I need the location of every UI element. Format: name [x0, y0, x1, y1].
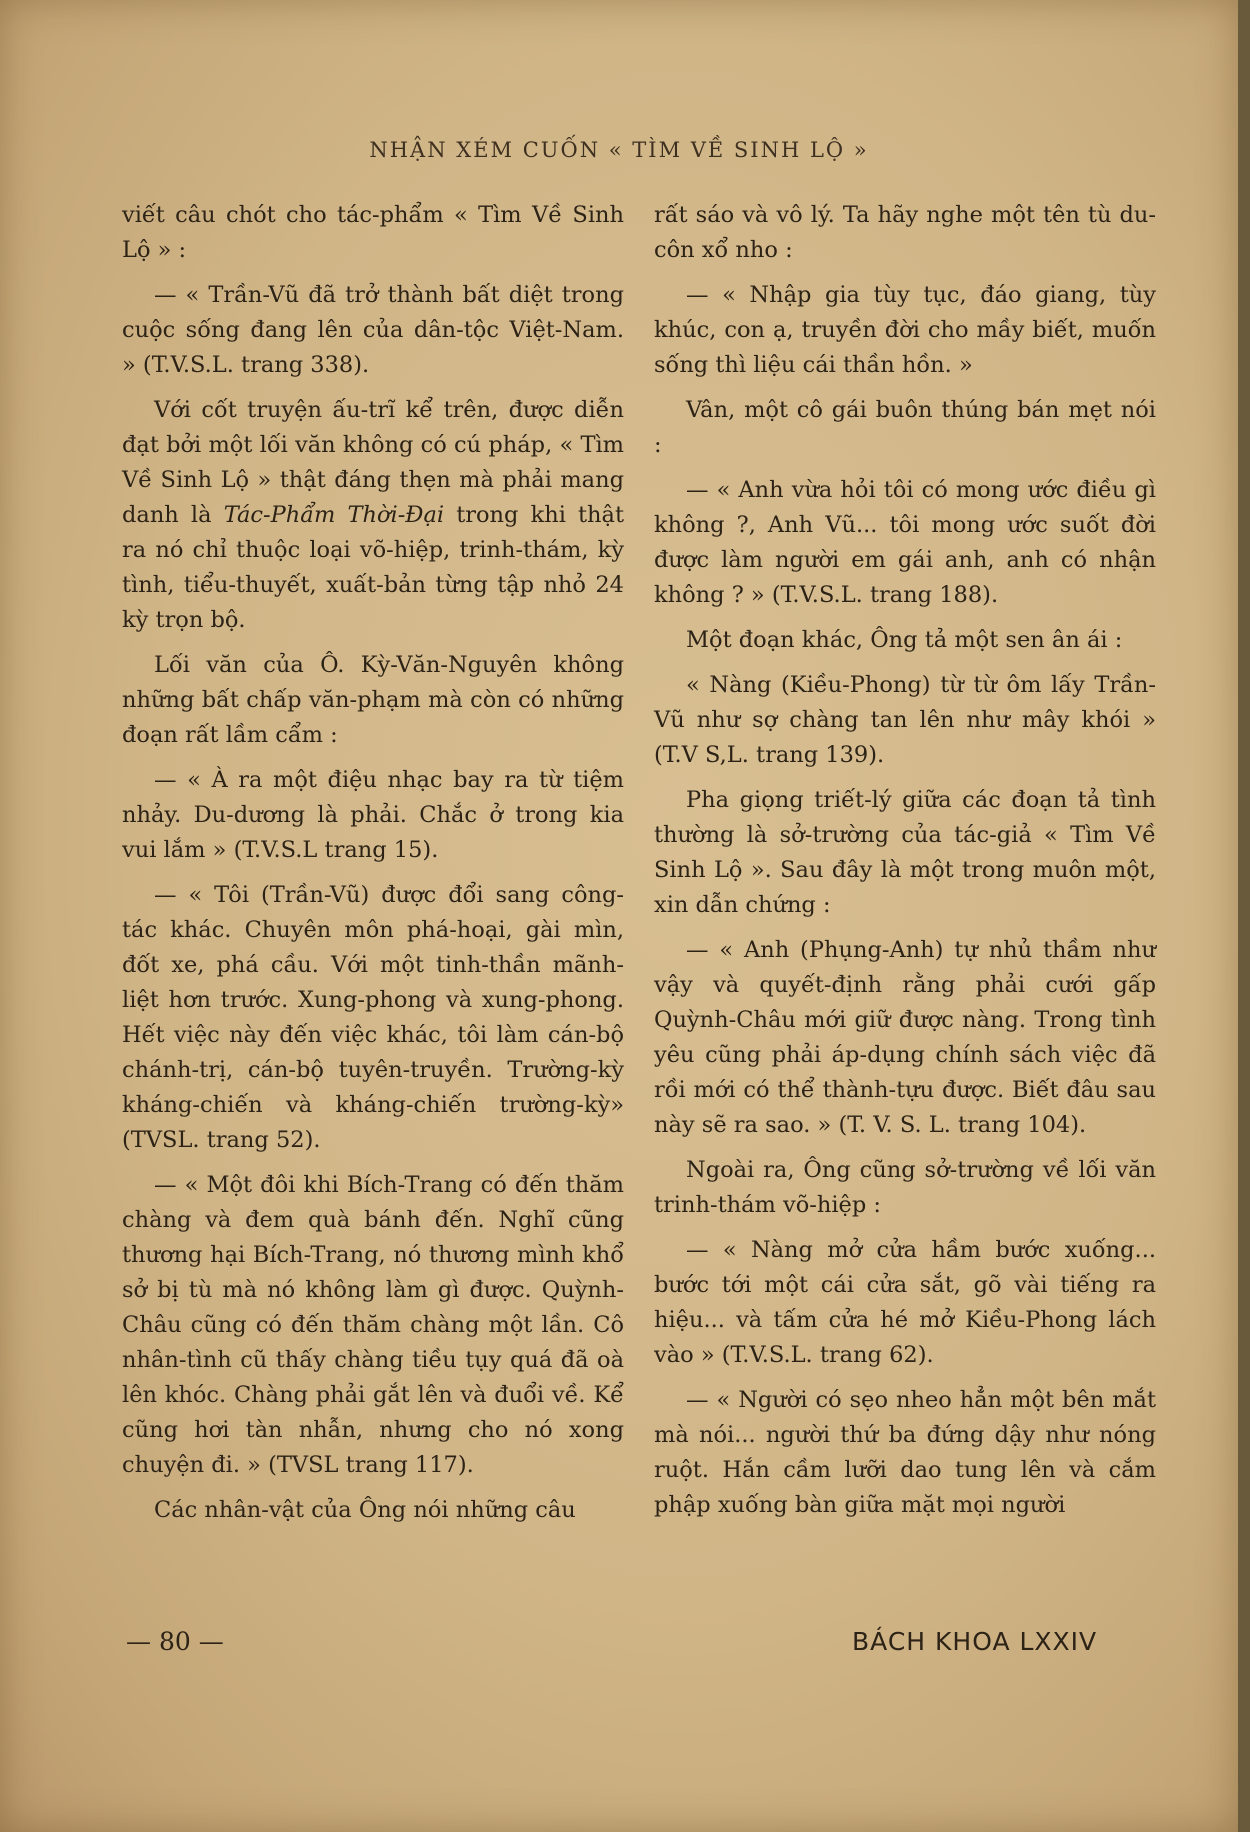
quotation: — « Trần-Vũ đã trở thành bất diệt trong cuộc sống đang lên của dân-tộc Việt-Nam. » (T.V.S.L. trang 338).: [122, 282, 624, 378]
paragraph: Pha giọng triết-lý giữa các đoạn tả tình thường là sở-trường của tác-giả « Tìm Về Sinh Lộ ». Sau đây là một trong muôn một, xin dẫn chứng :: [654, 787, 1156, 918]
paragraph: Một đoạn khác, Ông tả một sen ân ái :: [686, 627, 1123, 653]
quotation: — « Anh vừa hỏi tôi có mong ước điều gì không ?, Anh Vũ... tôi mong ước suốt đời được làm người em gái anh, anh có nhận không ? » (T.V.S.L. trang 188).: [654, 477, 1156, 608]
quotation: — « Tôi (Trần-Vũ) được đổi sang công-tác khác. Chuyên môn phá-hoại, gài mìn, đốt xe, phá cầu. Với một tinh-thần mãnh-liệt hơn trước. Xung-phong và xung-phong. Hết việc này đến việc khác, tôi làm cán-bộ chánh-trị, cán-bộ tuyên-truyền. Trường-kỳ kháng-chiến và kháng-chiến trường-kỳ» (TVSL. trang 52).: [122, 882, 624, 1153]
paragraph: Với cốt truyện ấu-trĩ kể trên, được diễn đạt bởi một lối văn không có cú pháp, « Tìm Về Sinh Lộ » thật đáng thẹn mà phải mang danh là Tác-Phẩm Thời-Đại trong khi thật ra nó chỉ thuộc loại võ-hiệp, trinh-thám, kỳ tình, tiểu-thuyết, xuất-bản từng tập nhỏ 24 kỳ trọn bộ.: [122, 397, 625, 633]
paragraph: Vân, một cô gái buôn thúng bán mẹt nói :: [654, 397, 1156, 458]
right-column: [654, 198, 1156, 1533]
paragraph: viết câu chót cho tác-phẩm « Tìm Về Sinh Lộ » :: [122, 202, 624, 263]
quotation: — « Một đôi khi Bích-Trang có đến thăm chàng và đem quà bánh đến. Nghĩ cũng thương hại Bích-Trang, nó thương mình khổ sở bị tù mà nó không làm gì được. Quỳnh-Châu cũng có đến thăm chàng một lần. Cô nhân-tình cũ thấy chàng tiều tụy quá đã oà lên khóc. Chàng phải gắt lên và đuổi về. Kể cũng hơi tàn nhẫn, nhưng cho nó xong chuyện đi. » (TVSL trang 117).: [122, 1172, 624, 1478]
paragraph: rất sáo và vô lý. Ta hãy nghe một tên tù du-côn xổ nho :: [654, 202, 1156, 263]
paragraph: Các nhân-vật của Ông nói những câu: [154, 1497, 576, 1523]
paragraph: Ngoài ra, Ông cũng sở-trường về lối văn trinh-thám võ-hiệp :: [654, 1157, 1156, 1218]
quotation: — « À ra một điệu nhạc bay ra từ tiệm nhảy. Du-dương là phải. Chắc ở trong kia vui lắm » (T.V.S.L trang 15).: [122, 767, 624, 863]
paragraph: Lối văn của Ô. Kỳ-Văn-Nguyên không những bất chấp văn-phạm mà còn có những đoạn rất lầm cẩm :: [122, 652, 624, 748]
quotation: « Nàng (Kiều-Phong) từ từ ôm lấy Trần-Vũ như sợ chàng tan lên như mây khói » (T.V S,L. trang 139).: [654, 672, 1156, 768]
page-number: — 80 —: [126, 1627, 224, 1656]
quotation: — « Nàng mở cửa hầm bước xuống... bước tới một cái cửa sắt, gõ vài tiếng ra hiệu... và tấm cửa hé mở Kiều-Phong lách vào » (T.V.S.L. trang 62).: [654, 1237, 1156, 1368]
emphasized-title: Tác-Phẩm Thời-Đại: [223, 502, 445, 528]
quotation: — « Người có sẹo nheo hẳn một bên mắt mà nói... người thứ ba đứng dậy như nóng ruột. Hắn cầm lưỡi dao tung lên và cắm phập xuống bàn giữa mặt mọi người: [654, 1387, 1156, 1518]
left-column: [122, 198, 624, 1538]
magazine-issue: BÁCH KHOA LXXIV: [852, 1627, 1098, 1656]
quotation: — « Anh (Phụng-Anh) tự nhủ thầm như vậy và quyết-định rằng phải cưới gấp Quỳnh-Châu mới giữ được nàng. Trong tình yêu cũng phải áp-dụng chính sách việc đã rồi mới có thể thành-tựu được. Biết đâu sau này sẽ ra sao. » (T. V. S. L. trang 104).: [654, 937, 1156, 1138]
running-header: NHẬN XÉM CUỐN « TÌM VỀ SINH LỘ »: [369, 138, 869, 162]
quotation: — « Nhập gia tùy tục, đáo giang, tùy khúc, con ạ, truyền đời cho mầy biết, muốn sống thì liệu cái thần hồn. »: [654, 282, 1156, 378]
